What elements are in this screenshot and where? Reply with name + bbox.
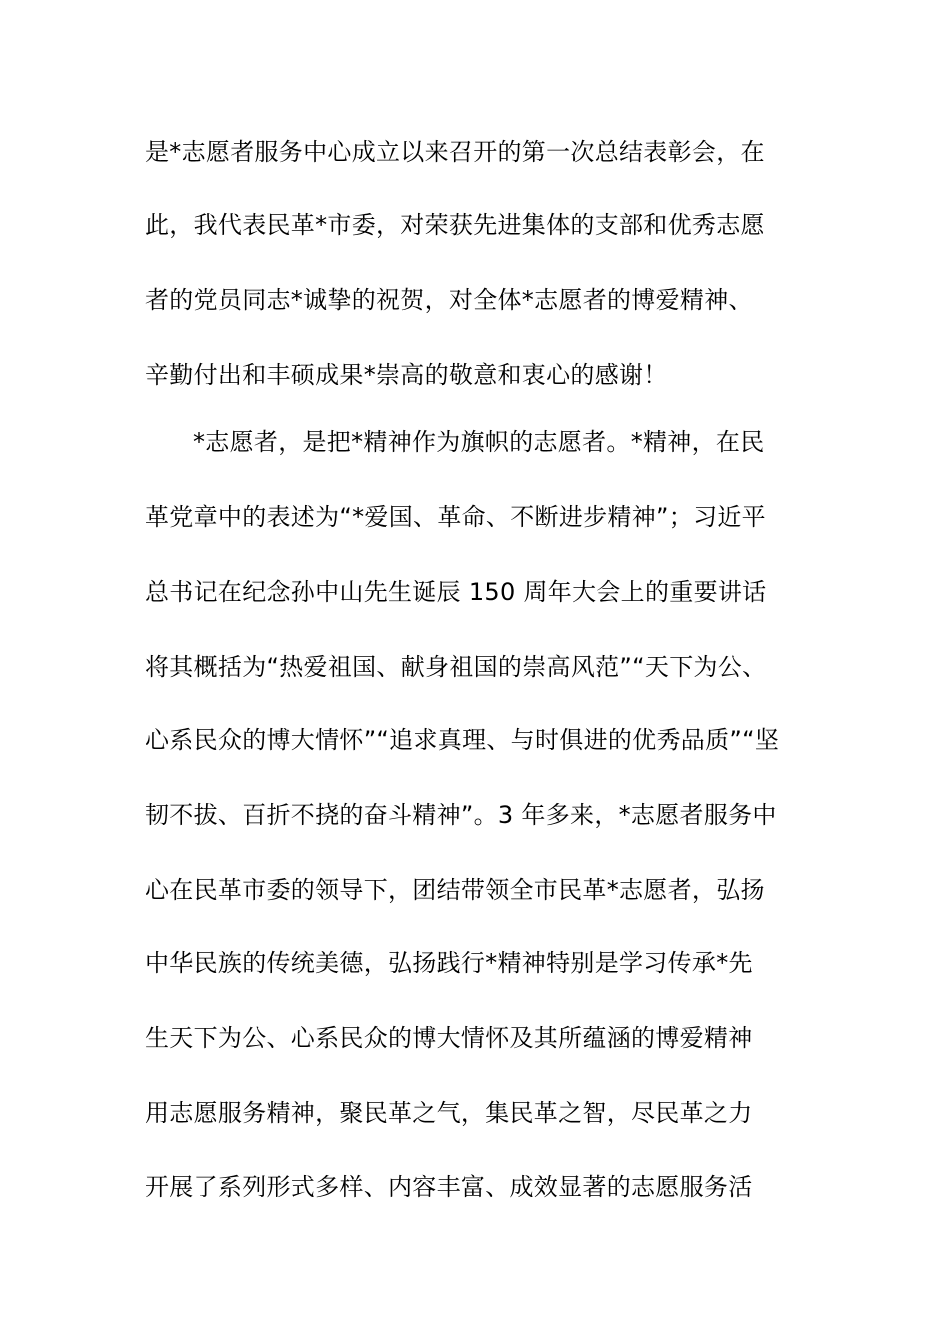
text-line-9: 心系民众的博大情怀”“追求真理、与时俱进的优秀品质”“坚 — [145, 726, 780, 754]
text-line-3: 者的党员同志*诚挚的祝贺，对全体*志愿者的博爱精神、 — [145, 286, 753, 314]
text-line-7: 总书记在纪念孙中山先生诞辰 150 周年大会上的重要讲话 — [145, 578, 767, 606]
text-line-11: 心在民革市委的领导下，团结带领全市民革*志愿者，弘扬 — [145, 876, 765, 904]
text-line-6: 革党章中的表述为“*爱国、革命、不断进步精神”；习近平 — [145, 503, 766, 531]
text-line-8: 将其概括为“热爱祖国、献身祖国的崇高风范”“天下为公、 — [145, 653, 767, 681]
text-line-14: 用志愿服务精神，聚民革之气，集民革之智，尽民革之力 — [145, 1099, 753, 1127]
text-line-15: 开展了系列形式多样、内容丰富、成效显著的志愿服务活 — [145, 1173, 753, 1201]
text-line-12: 中华民族的传统美德，弘扬践行*精神特别是学习传承*先 — [145, 949, 753, 977]
text-line-5-paragraph-start: *志愿者，是把*精神作为旗帜的志愿者。*精神，在民 — [193, 428, 765, 456]
text-line-1: 是*志愿者服务中心成立以来召开的第一次总结表彰会，在 — [145, 138, 765, 166]
text-line-13: 生天下为公、心系民众的博大情怀及其所蕴涵的博爱精神 — [145, 1024, 753, 1052]
text-line-2: 此，我代表民革*市委，对荣获先进集体的支部和优秀志愿 — [145, 211, 765, 239]
text-line-4: 辛勤付出和丰硕成果*崇高的敬意和衷心的感谢！ — [145, 361, 668, 389]
text-line-10: 韧不拔、百折不挠的奋斗精神”。3 年多来，*志愿者服务中 — [145, 801, 777, 829]
